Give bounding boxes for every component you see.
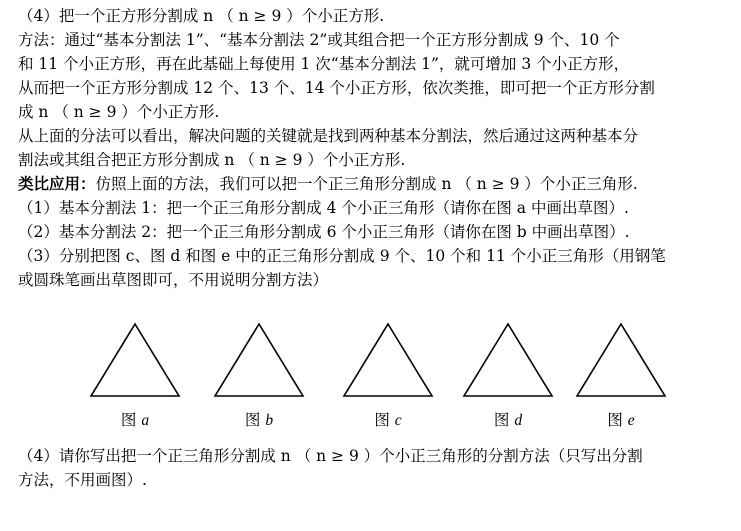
method-line-4: 成 n （ n ≥ 9 ）个小正方形.	[18, 103, 220, 121]
final-question-line-2: 方法，不用画图）.	[18, 471, 147, 489]
triangle-d	[462, 322, 554, 398]
triangle-figures	[0, 322, 741, 434]
figure-b-caption: 图 b	[244, 411, 274, 429]
analogy-heading: 类比应用：	[18, 174, 96, 193]
item-3-line-2: 或圆珠笔画出草图即可，不用说明分割方法）	[18, 271, 329, 289]
item-2-line: （2）基本分割法 2：把一个正三角形分割成 6 个小正三角形（请你在图 b 中画出草图）.	[18, 223, 630, 241]
method-line-2: 和 11 个小正方形，再在此基础上每使用 1 次“基本分割法 1”，就可增加 3 个小正方形，	[18, 55, 630, 73]
figure-a-caption: 图 a	[120, 411, 150, 429]
summary-line-1: 从上面的分法可以看出，解决问题的关键就是找到两种基本分割法，然后通过这两种基本分	[18, 127, 639, 145]
triangle-e	[575, 322, 667, 398]
triangle-c	[342, 322, 434, 398]
item-3-line: （3）分别把图 c、图 d 和图 e 中的正三角形分割成 9 个、10 个和 11 个小正三角形（用钢笔	[18, 247, 666, 265]
summary-line-2: 割法或其组合把正方形分割成 n （ n ≥ 9 ）个小正方形.	[18, 151, 406, 169]
figure-d-caption: 图 d	[493, 411, 523, 429]
analogy-text: 仿照上面的方法，我们可以把一个正三角形分割成 n （ n ≥ 9 ）个小正三角形.	[95, 175, 638, 193]
method-line-1: 方法：通过“基本分割法 1”、“基本分割法 2”或其组合把一个正方形分割成 9 个、10 个	[18, 31, 620, 49]
problem-line-1: （4）把一个正方形分割成 n （ n ≥ 9 ）个小正方形.	[18, 7, 385, 25]
item-1-line: （1）基本分割法 1：把一个正三角形分割成 4 个小正三角形（请你在图 a 中画出草图）.	[18, 199, 629, 217]
analogy-line	[18, 172, 731, 196]
triangle-b	[213, 322, 305, 398]
final-question-line-1: （4）请你写出把一个正三角形分割成 n （ n ≥ 9 ）个小正三角形的分割方法（只写出分割	[18, 447, 643, 465]
triangle-a	[89, 322, 181, 398]
figure-c-caption: 图 c	[374, 411, 402, 429]
figure-e-caption: 图 e	[607, 411, 635, 429]
method-line-3: 从而把一个正方形分割成 12 个、13 个、14 个小正方形，依次类推，即可把一个正方形分割	[18, 79, 655, 97]
